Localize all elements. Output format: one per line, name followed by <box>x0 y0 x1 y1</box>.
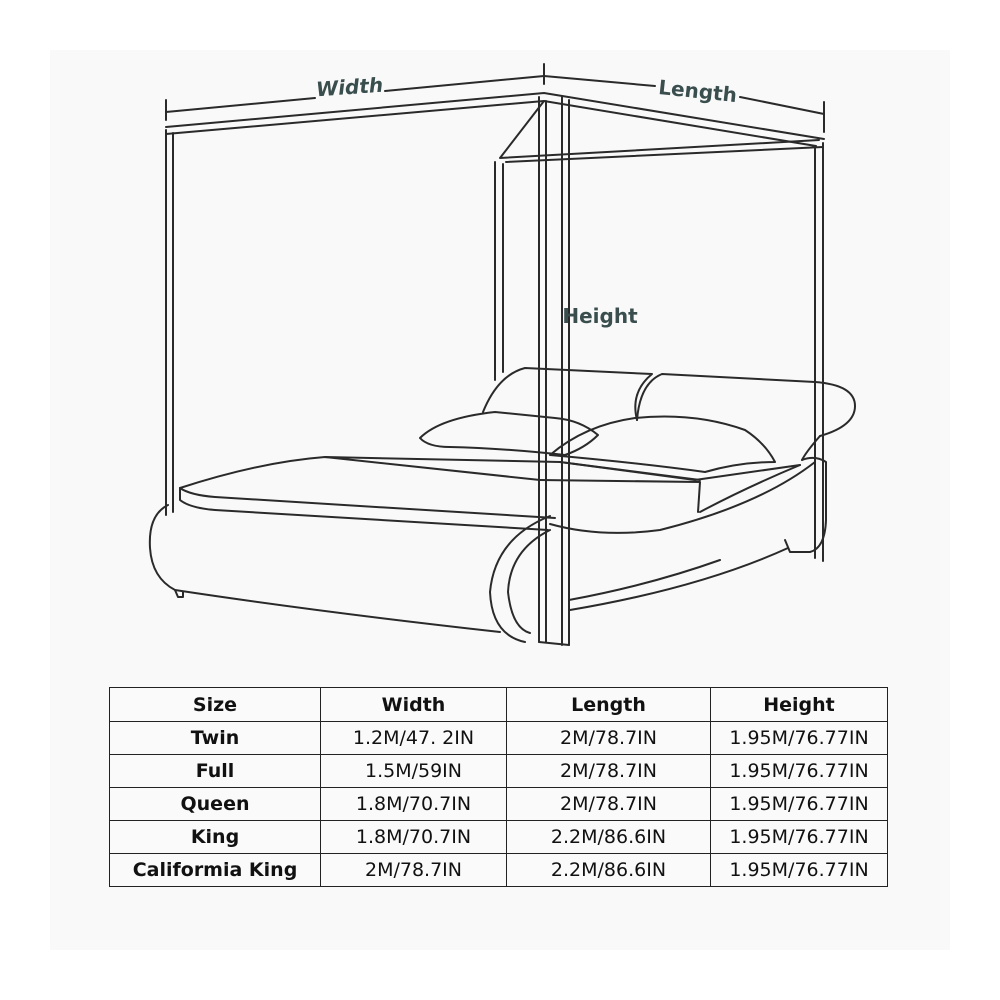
header-length: Length <box>507 688 711 722</box>
width-cell: 1.2M/47. 2IN <box>321 722 507 755</box>
table-row <box>110 821 888 854</box>
height-cell: 1.95M/76.77IN <box>711 854 888 887</box>
header-size: Size <box>110 688 321 722</box>
width-cell: 2M/78.7IN <box>321 854 507 887</box>
table-row <box>110 755 888 788</box>
width-cell: 1.8M/70.7IN <box>321 788 507 821</box>
length-cell: 2M/78.7IN <box>507 722 711 755</box>
height-label: Height <box>562 304 638 328</box>
canopy-frame <box>166 93 824 645</box>
size-cell: Califormia King <box>110 854 321 887</box>
mattress <box>180 457 800 530</box>
table-row <box>110 788 888 821</box>
size-cell: Twin <box>110 722 321 755</box>
table-row <box>110 854 888 887</box>
length-cell: 2M/78.7IN <box>507 755 711 788</box>
size-cell: Full <box>110 755 321 788</box>
size-cell: King <box>110 821 321 854</box>
table-row <box>110 722 888 755</box>
header-height: Height <box>711 688 888 722</box>
length-cell: 2.2M/86.6IN <box>507 821 711 854</box>
header-width: Width <box>321 688 507 722</box>
width-cell: 1.5M/59IN <box>321 755 507 788</box>
length-label: Length <box>657 74 739 108</box>
width-cell: 1.8M/70.7IN <box>321 821 507 854</box>
size-table <box>109 687 888 887</box>
length-cell: 2.2M/86.6IN <box>507 854 711 887</box>
height-cell: 1.95M/76.77IN <box>711 722 888 755</box>
pillows <box>420 412 775 480</box>
table-header-row <box>110 688 888 722</box>
height-cell: 1.95M/76.77IN <box>711 788 888 821</box>
size-cell: Queen <box>110 788 321 821</box>
height-cell: 1.95M/76.77IN <box>711 821 888 854</box>
height-cell: 1.95M/76.77IN <box>711 755 888 788</box>
bed-base <box>150 462 815 642</box>
length-cell: 2M/78.7IN <box>507 788 711 821</box>
width-label: Width <box>315 72 384 102</box>
